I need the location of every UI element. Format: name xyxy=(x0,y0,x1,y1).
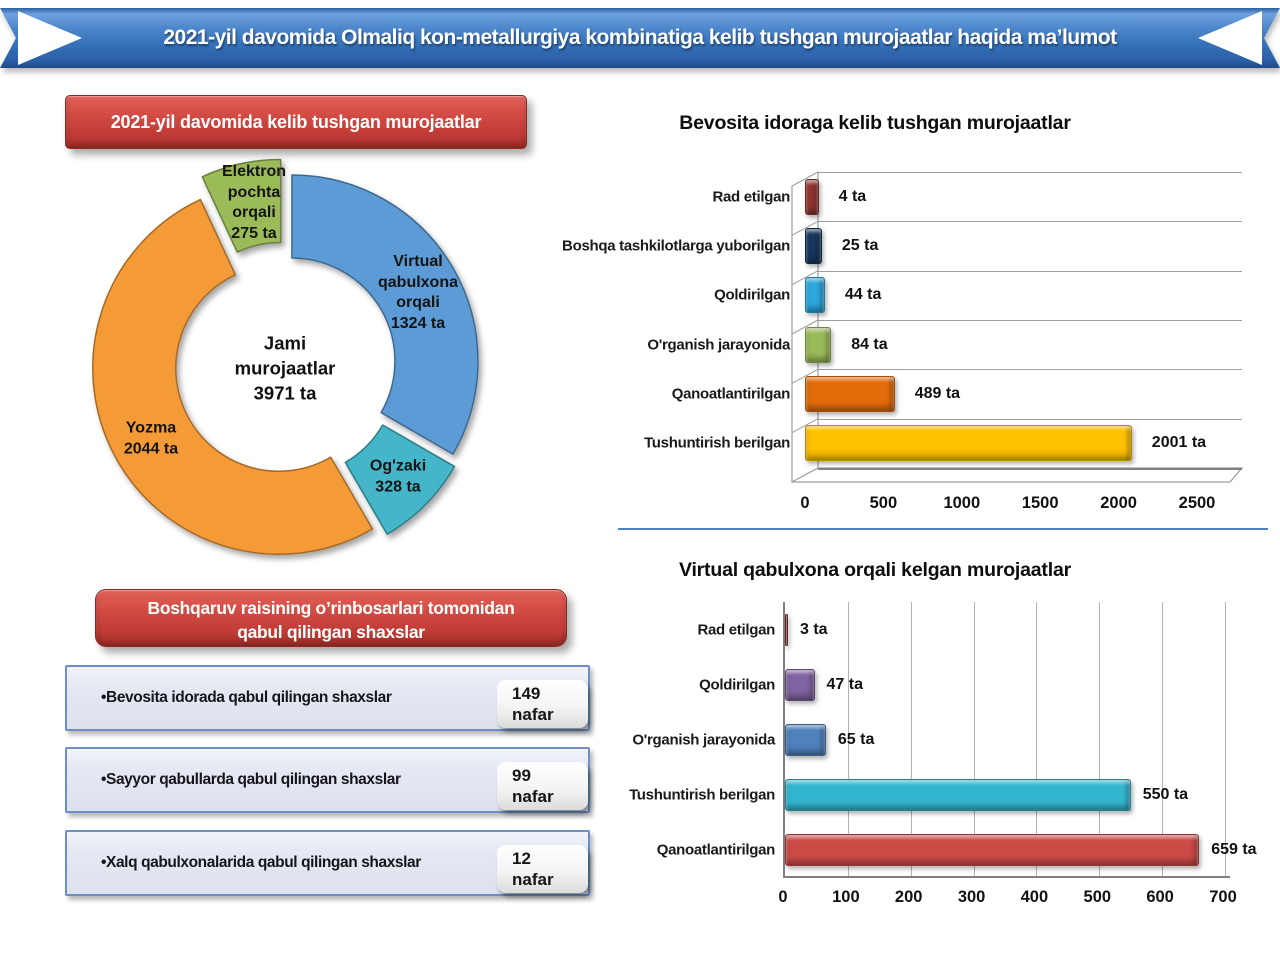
row-separator xyxy=(818,468,1242,470)
bar-qoldirilgan xyxy=(805,277,825,313)
reception-banner-line1: Boshqaruv raisining o’rinbosarlari tomonidan xyxy=(147,598,515,618)
section-divider xyxy=(618,528,1268,530)
bar-tushuntirish-berilgan xyxy=(785,779,1131,811)
value-label-rad-etilgan: 4 ta xyxy=(838,187,867,205)
row-separator xyxy=(818,369,1242,370)
category-label-qanoatlantirilgan: Qanoatlantirilgan xyxy=(656,841,775,859)
reception-row xyxy=(65,747,590,813)
reception-rows xyxy=(65,665,590,900)
x-tick-2000: 2000 xyxy=(1100,494,1137,512)
bar-rad-etilgan xyxy=(805,179,819,215)
donut-center-label: Jami murojaatlar 3971 ta xyxy=(234,332,336,404)
reception-row-badge xyxy=(497,845,588,893)
badge-value: 149 xyxy=(512,684,541,703)
reception-banner-line2: qabul qilingan shaxslar xyxy=(237,622,425,642)
x-tick-500: 500 xyxy=(1083,888,1112,906)
value-label-o-rganish-jarayonida: 65 ta xyxy=(837,731,875,748)
x-tick-500: 500 xyxy=(869,494,898,512)
direct-office-chart-title: Bevosita idoraga kelib tushgan murojaatlar xyxy=(679,112,1071,134)
donut-label-elektron-pochta-orqali: Elektron pochta orqali 275 ta xyxy=(221,163,287,242)
reception-row-label: •Sayyor qabullarda qabul qilingan shaxslar xyxy=(101,771,401,788)
bar-boshqa-tashkilotlarga-yuborilgan xyxy=(805,228,822,264)
category-label-rad-etilgan: Rad etilgan xyxy=(712,188,790,206)
category-label-qoldirilgan: Qoldirilgan xyxy=(714,286,790,304)
bar-qanoatlantirilgan xyxy=(785,834,1199,866)
virtual-reception-plot-area xyxy=(783,602,1257,878)
category-label-o-rganish-jarayonida: O'rganish jarayonida xyxy=(647,336,790,354)
row-separator xyxy=(818,320,1242,321)
value-label-boshqa-tashkilotlarga-yuborilgan: 25 ta xyxy=(841,237,879,254)
reception-row-label: •Bevosita idorada qabul qilingan shaxslar xyxy=(101,689,392,706)
direct-office-chart xyxy=(562,160,1280,530)
value-label-qoldirilgan: 47 ta xyxy=(826,675,863,693)
category-label-qanoatlantirilgan: Qanoatlantirilgan xyxy=(671,385,790,403)
x-tick-200: 200 xyxy=(894,888,923,906)
badge-value: 99 xyxy=(512,766,531,785)
direct-office-plot-area xyxy=(818,172,1242,468)
row-separator xyxy=(818,419,1242,420)
row-separator xyxy=(818,271,1242,272)
row-separator xyxy=(818,172,1242,173)
bar-qanoatlantirilgan xyxy=(805,376,895,412)
badge-unit: nafar xyxy=(512,870,554,889)
value-label-qanoatlantirilgan: 489 ta xyxy=(914,385,961,402)
value-label-qoldirilgan: 44 ta xyxy=(844,286,882,304)
donut-label-virtual-qabulxona-orqali: Virtual qabulxona orqali 1324 ta xyxy=(377,253,459,332)
badge-value: 12 xyxy=(512,849,531,868)
row-separator xyxy=(818,221,1242,222)
bar-o-rganish-jarayonida xyxy=(785,724,826,756)
virtual-reception-chart-title: Virtual qabulxona orqali kelgan murojaatlar xyxy=(679,559,1071,581)
reception-row-badge xyxy=(497,762,588,810)
reception-row-badge xyxy=(497,680,588,728)
value-label-rad-etilgan: 3 ta xyxy=(800,620,828,638)
donut-chart xyxy=(60,150,520,580)
x-tick-400: 400 xyxy=(1020,888,1049,906)
bar-o-rganish-jarayonida xyxy=(805,327,831,363)
value-label-tushuntirish-berilgan: 550 ta xyxy=(1142,786,1189,804)
reception-row xyxy=(65,665,590,731)
category-label-tushuntirish-berilgan: Tushuntirish berilgan xyxy=(629,786,775,804)
value-label-qanoatlantirilgan: 659 ta xyxy=(1211,841,1257,859)
header-ribbon xyxy=(0,8,1280,68)
category-label-rad-etilgan: Rad etilgan xyxy=(697,621,775,639)
x-tick-0: 0 xyxy=(800,494,810,512)
reception-row xyxy=(65,830,590,896)
badge-unit: nafar xyxy=(512,705,554,724)
badge-unit: nafar xyxy=(512,787,554,806)
x-tick-600: 600 xyxy=(1146,888,1174,906)
x-tick-2500: 2500 xyxy=(1178,494,1216,512)
x-tick-700: 700 xyxy=(1209,888,1237,906)
reception-banner xyxy=(95,589,567,647)
donut-section-banner: 2021-yil davomida kelib tushgan murojaatlar xyxy=(65,95,527,149)
value-label-o-rganish-jarayonida: 84 ta xyxy=(851,335,888,353)
donut-label-yozma: Yozma 2044 ta xyxy=(123,419,179,457)
donut-label-og-zaki: Og'zaki 328 ta xyxy=(369,457,427,495)
virtual-reception-chart xyxy=(620,592,1280,932)
bar-qoldirilgan xyxy=(785,669,815,701)
category-label-qoldirilgan: Qoldirilgan xyxy=(699,676,775,694)
chart-3d-frame xyxy=(792,468,1242,482)
category-label-o-rganish-jarayonida: O'rganish jarayonida xyxy=(632,731,775,749)
reception-row-label: •Xalq qabulxonalarida qabul qilingan shaxslar xyxy=(101,854,421,871)
x-tick-0: 0 xyxy=(778,888,788,906)
x-tick-1000: 1000 xyxy=(943,494,981,512)
x-tick-100: 100 xyxy=(832,888,860,906)
value-label-tushuntirish-berilgan: 2001 ta xyxy=(1151,434,1207,452)
bar-rad-etilgan xyxy=(785,614,788,646)
gridline-700 xyxy=(1225,602,1226,876)
x-tick-1500: 1500 xyxy=(1021,494,1059,512)
x-tick-300: 300 xyxy=(957,888,986,906)
category-label-tushuntirish-berilgan: Tushuntirish berilgan xyxy=(644,434,790,452)
category-label-boshqa-tashkilotlarga-yuborilgan: Boshqa tashkilotlarga yuborilgan xyxy=(562,237,790,255)
bar-tushuntirish-berilgan xyxy=(805,425,1132,461)
page-title: 2021-yil davomida Olmaliq kon-metallurgiya kombinatiga kelib tushgan murojaatlar haqida ma’lumot xyxy=(163,26,1117,49)
